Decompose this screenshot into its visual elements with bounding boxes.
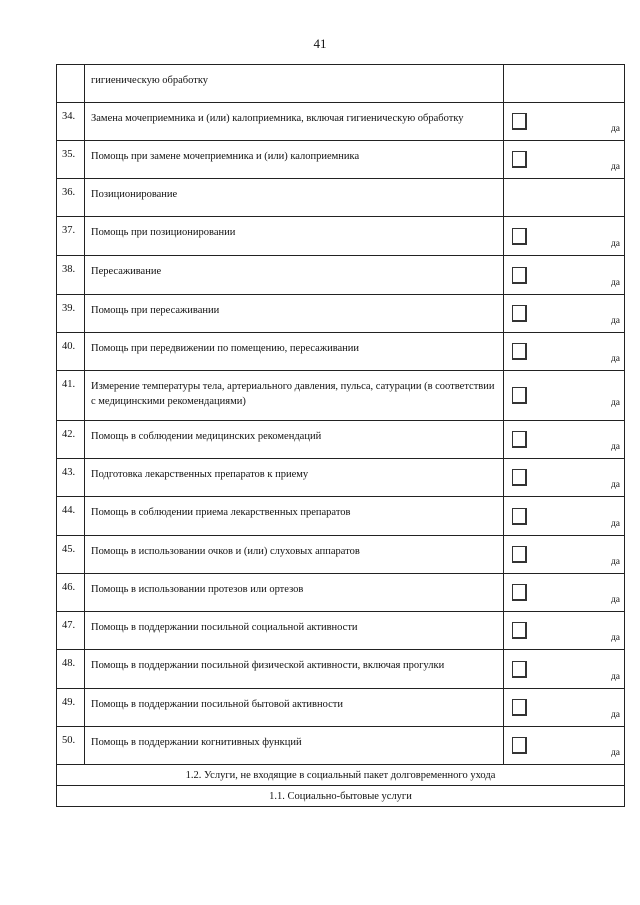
yes-label: да	[610, 316, 620, 326]
yes-label: да	[610, 124, 620, 134]
service-text: Позиционирование	[85, 179, 504, 217]
service-text: Помощь в использовании очков и (или) слуховых аппаратов	[85, 536, 504, 574]
row-number: 36.	[57, 179, 85, 217]
services-table	[56, 64, 625, 807]
answer-cell	[504, 256, 625, 295]
row-number: 40.	[57, 333, 85, 371]
yes-checkbox[interactable]	[512, 387, 527, 404]
service-text: Помощь в соблюдении приема лекарственных препаратов	[85, 497, 504, 536]
yes-label: да	[610, 442, 620, 452]
row-number: 45.	[57, 536, 85, 574]
row-number: 34.	[57, 103, 85, 141]
row-number-cell	[57, 65, 85, 103]
service-text: Помощь при передвижении по помещению, пересаживании	[85, 333, 504, 371]
answer-cell	[504, 421, 625, 459]
answer-cell	[504, 371, 625, 421]
answer-cell	[504, 650, 625, 689]
row-number: 35.	[57, 141, 85, 179]
answer-cell	[504, 333, 625, 371]
service-row	[57, 295, 625, 333]
yes-label: да	[610, 633, 620, 643]
service-row	[57, 179, 625, 217]
row-number: 49.	[57, 689, 85, 727]
yes-checkbox[interactable]	[512, 737, 527, 754]
row-number: 44.	[57, 497, 85, 536]
service-row	[57, 727, 625, 765]
page-number: 41	[313, 36, 327, 51]
answer-cell	[504, 612, 625, 650]
yes-label: да	[610, 398, 620, 408]
yes-checkbox[interactable]	[512, 305, 527, 322]
yes-label: да	[610, 354, 620, 364]
service-text: Помощь при замене мочеприемника и (или) калоприемника	[85, 141, 504, 179]
answer-cell	[504, 103, 625, 141]
service-row	[57, 497, 625, 536]
row-number: 48.	[57, 650, 85, 689]
yes-checkbox[interactable]	[512, 661, 527, 678]
yes-checkbox[interactable]	[512, 469, 527, 486]
yes-label: да	[610, 710, 620, 720]
answer-cell	[504, 536, 625, 574]
yes-label: да	[610, 278, 620, 288]
service-row	[57, 103, 625, 141]
answer-cell	[504, 295, 625, 333]
yes-label: да	[610, 748, 620, 758]
yes-checkbox[interactable]	[512, 113, 527, 130]
answer-cell	[504, 179, 625, 217]
service-row	[57, 689, 625, 727]
yes-checkbox[interactable]	[512, 546, 527, 563]
row-number: 41.	[57, 371, 85, 421]
subsection-heading: 1.1. Социально-бытовые услуги	[57, 786, 625, 807]
row-number: 39.	[57, 295, 85, 333]
answer-cell	[504, 497, 625, 536]
row-number: 50.	[57, 727, 85, 765]
service-row	[57, 650, 625, 689]
row-number: 43.	[57, 459, 85, 497]
service-row	[57, 371, 625, 421]
service-text: Измерение температуры тела, артериального давления, пульса, сатурации (в соответствии с медицинскими рекомендациями)	[85, 371, 504, 421]
continuation-row	[57, 65, 625, 103]
subsection-heading-row	[57, 786, 625, 807]
service-text: Помощь при пересаживании	[85, 295, 504, 333]
service-row	[57, 421, 625, 459]
answer-cell	[504, 141, 625, 179]
yes-checkbox[interactable]	[512, 151, 527, 168]
section-heading: 1.2. Услуги, не входящие в социальный пакет долговременного ухода	[57, 765, 625, 786]
row-number: 37.	[57, 217, 85, 256]
row-number: 38.	[57, 256, 85, 295]
yes-checkbox[interactable]	[512, 622, 527, 639]
row-number: 46.	[57, 574, 85, 612]
row-number: 47.	[57, 612, 85, 650]
yes-checkbox[interactable]	[512, 699, 527, 716]
service-row	[57, 574, 625, 612]
yes-checkbox[interactable]	[512, 267, 527, 284]
service-row	[57, 256, 625, 295]
answer-cell	[504, 689, 625, 727]
service-text: Помощь в поддержании посильной бытовой активности	[85, 689, 504, 727]
yes-label: да	[610, 519, 620, 529]
service-text: Пересаживание	[85, 256, 504, 295]
yes-label: да	[610, 672, 620, 682]
service-row	[57, 217, 625, 256]
service-row	[57, 459, 625, 497]
answer-cell	[504, 217, 625, 256]
service-text: Помощь в поддержании когнитивных функций	[85, 727, 504, 765]
yes-checkbox[interactable]	[512, 431, 527, 448]
service-row	[57, 141, 625, 179]
yes-checkbox[interactable]	[512, 508, 527, 525]
service-text: Помощь в использовании протезов или ортезов	[85, 574, 504, 612]
service-text: Помощь при позиционировании	[85, 217, 504, 256]
service-row	[57, 333, 625, 371]
yes-checkbox[interactable]	[512, 343, 527, 360]
yes-label: да	[610, 595, 620, 605]
service-text: Помощь в поддержании посильной социальной активности	[85, 612, 504, 650]
service-row	[57, 612, 625, 650]
answer-cell	[504, 574, 625, 612]
service-text: Замена мочеприемника и (или) калоприемника, включая гигиеническую обработку	[85, 103, 504, 141]
yes-label: да	[610, 162, 620, 172]
yes-label: да	[610, 480, 620, 490]
service-text: Подготовка лекарственных препаратов к приему	[85, 459, 504, 497]
service-row	[57, 536, 625, 574]
row-text: гигиеническую обработку	[85, 65, 504, 103]
service-text: Помощь в соблюдении медицинских рекомендаций	[85, 421, 504, 459]
section-heading-row	[57, 765, 625, 786]
yes-checkbox[interactable]	[512, 228, 527, 245]
yes-label: да	[610, 557, 620, 567]
yes-label: да	[610, 239, 620, 249]
answer-cell	[504, 459, 625, 497]
answer-cell	[504, 727, 625, 765]
answer-cell	[504, 65, 625, 103]
yes-checkbox[interactable]	[512, 584, 527, 601]
row-number: 42.	[57, 421, 85, 459]
service-text: Помощь в поддержании посильной физической активности, включая прогулки	[85, 650, 504, 689]
